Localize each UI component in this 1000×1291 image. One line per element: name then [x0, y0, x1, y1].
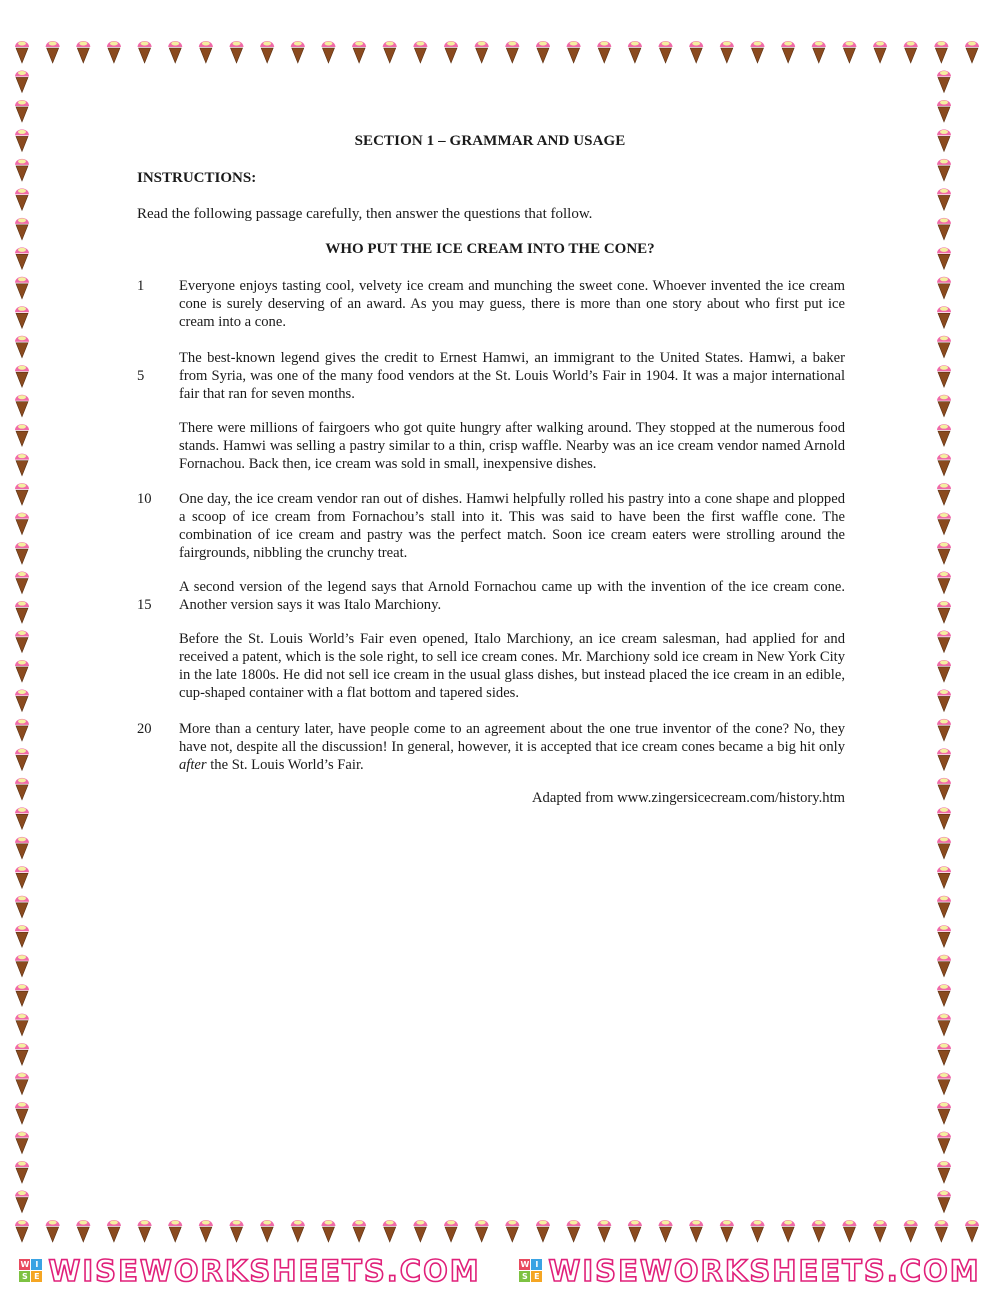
paragraph-text: More than a century later, have people come to an agreement about the one true inventor of the cone? No, they have not, despite all the discussion! In general, however, it is accepted that ice cream cones became a big hit only — [179, 721, 845, 755]
logo-letter: I — [531, 1259, 542, 1270]
paragraph-last — [179, 720, 845, 774]
line-number: 10 — [137, 491, 152, 507]
paragraph: A second version of the legend says that Arnold Fornachou came up with the invention of the ice cream cone. Another version says it was Italo Marchiony. — [179, 579, 845, 613]
emphasis-text: after — [179, 757, 207, 773]
footer-branding — [0, 1250, 1000, 1291]
paragraph: One day, the ice cream vendor ran out of dishes. Hamwi helpfully rolled his pastry into a cone shape and plopped a scoop of ice cream from Fornachou’s stall into it. This was said to have been the first waffle cone. The combination of ice cream and pastry was the perfect match. Soon ice cream eaters were strolling around the fairgrounds, nibbling the crunchy treat. — [179, 491, 845, 561]
line-number: 5 — [137, 368, 145, 384]
source-citation: Adapted from www.zingersicecream.com/history.htm — [532, 790, 845, 806]
footer-logo — [19, 1254, 480, 1288]
logo-letter: I — [31, 1259, 42, 1270]
logo-letter: W — [20, 1260, 30, 1269]
section-title: SECTION 1 – GRAMMAR AND USAGE — [354, 133, 626, 149]
logo-text: WISEWORKSHEETS.COM — [48, 1253, 481, 1288]
line-number: 1 — [137, 278, 145, 294]
logo-letter: S — [519, 1271, 530, 1282]
logo-mark-icon — [19, 1259, 42, 1282]
logo-letter: W — [520, 1260, 530, 1269]
line-number: 20 — [137, 721, 152, 737]
paragraph: Before the St. Louis World’s Fair even opened, Italo Marchiony, an ice cream salesman, had applied for and received a patent, which is the sole right, to sell ice cream cones. Mr. Marchiony sold ice cream in New York City in the late 1800s. He did not sell ice cream in the usual glass dishes, but instead placed the ice cream in an edible, cup-shaped container with a flat bottom and tapered sides. — [179, 631, 845, 701]
paragraph: Everyone enjoys tasting cool, velvety ice cream and munching the sweet cone. Whoever invented the ice cream cone is surely deserving of an award. As you may guess, there is more than one story about who first put ice cream into a cone. — [179, 278, 845, 330]
line-number: 15 — [137, 597, 152, 613]
logo-text: WISEWORKSHEETS.COM — [548, 1253, 981, 1288]
logo-letter: E — [31, 1271, 42, 1282]
logo-letter: S — [19, 1271, 30, 1282]
instructions-label: INSTRUCTIONS: — [137, 170, 257, 186]
passage-title: WHO PUT THE ICE CREAM INTO THE CONE? — [325, 241, 655, 257]
footer-logo — [519, 1254, 980, 1288]
paragraph: There were millions of fairgoers who got quite hungry after walking around. They stopped at the numerous food stands. Hamwi was selling a pastry similar to a thin, crisp waffle. Nearby was an ice cream vendor named Arnold Fornachou. Back then, ice cream was sold in small, inexpensive dishes. — [179, 420, 845, 472]
logo-mark-icon — [519, 1259, 542, 1282]
instructions-text: Read the following passage carefully, then answer the questions that follow. — [137, 206, 593, 222]
paragraph-text: the St. Louis World’s Fair. — [206, 757, 364, 773]
logo-letter: E — [531, 1271, 542, 1282]
paragraph: The best-known legend gives the credit to Ernest Hamwi, an immigrant to the United States. Hamwi, a baker from Syria, was one of the many food vendors at the St. Louis World’s Fair in 1904. It was a major international fair that ran for seven months. — [179, 350, 845, 402]
